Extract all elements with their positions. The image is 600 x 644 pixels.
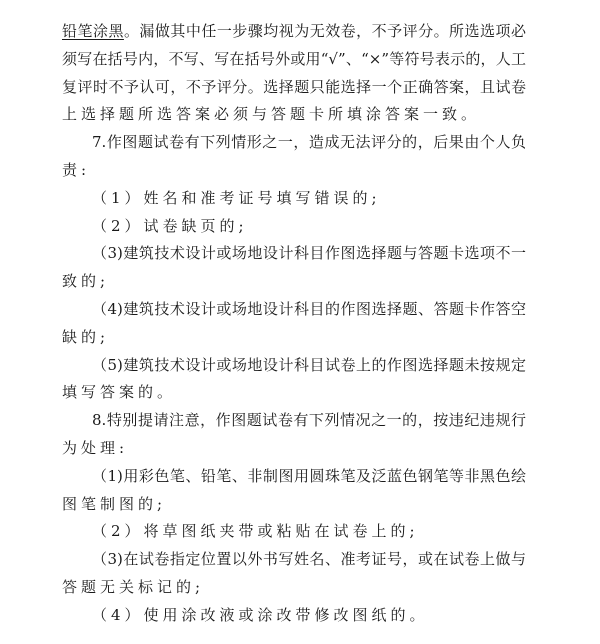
item-8-3	[62, 546, 526, 574]
line-text: 复评时不予认可，不予评分。选择题只能选择一个正确答案，且试卷	[62, 77, 526, 96]
text-line-12	[62, 324, 526, 352]
line-text: （3)建筑技术设计或场地设计科目作图选择题与答题卡选项不一	[92, 244, 526, 263]
line-text: （2）将草图纸夹带或粘贴在试卷上的;	[92, 522, 419, 541]
line-text: （4）使用涂改液或涂改带修改图纸的。	[92, 605, 429, 624]
text-line-1	[62, 18, 526, 46]
line-text: 7.作图题试卷有下列情形之一，造成无法评分的，后果由个人负	[92, 133, 526, 152]
item-8-2	[62, 518, 526, 546]
text-line-10	[62, 268, 526, 296]
line-text: （2）试卷缺页的;	[92, 216, 248, 235]
text-line-4	[62, 101, 526, 129]
line-text: （4)建筑技术设计或场地设计科目的作图选择题、答题卡作答空	[92, 299, 526, 318]
line-text: 填写答案的。	[62, 383, 177, 402]
text-line-6	[62, 157, 526, 185]
item-7-5	[62, 352, 526, 380]
text-line-16	[62, 435, 526, 463]
line-text: （3)在试卷指定位置以外书写姓名、准考证号，或在试卷上做与	[92, 550, 526, 569]
line-text: 答题无关标记的;	[62, 577, 205, 596]
item-8-heading	[62, 407, 526, 435]
line-text: （1）姓名和准考证号填写错误的;	[92, 188, 381, 207]
item-8-4	[62, 602, 526, 630]
item-7-4	[62, 296, 526, 324]
text-line-21	[62, 574, 526, 602]
text-line-3	[62, 74, 526, 102]
underlined-text: 铅笔涂黑	[62, 22, 124, 40]
text-line-18	[62, 491, 526, 519]
line-text: 。漏做其中任一步骤均视为无效卷，不予评分。所选选项必	[123, 22, 526, 40]
line-text: 缺的;	[62, 327, 110, 346]
item-8-1	[62, 463, 526, 491]
line-text: （5)建筑技术设计或场地设计科目试卷上的作图选择题未按规定	[92, 355, 526, 374]
line-text: 8.特别提请注意，作图题试卷有下列情况之一的，按违纪违规行	[92, 411, 526, 430]
line-text: 须写在括号内，不写、写在括号外或用“√”、“×”等符号表示的，人工	[62, 49, 526, 68]
item-7-3	[62, 240, 526, 268]
text-line-2	[62, 46, 526, 74]
line-text: 致的;	[62, 272, 110, 291]
line-text: 图笔制图的;	[62, 494, 167, 513]
document-page	[62, 18, 526, 630]
item-7-1	[62, 185, 526, 213]
line-text: 上选择题所选答案必须与答题卡所填涂答案一致。	[62, 105, 481, 124]
line-text: 责:	[62, 160, 91, 179]
line-text: （1)用彩色笔、铅笔、非制图用圆珠笔及泛蓝色钢笔等非黑色绘	[92, 466, 526, 485]
item-7-heading	[62, 129, 526, 157]
line-text: 为处理:	[62, 438, 129, 457]
text-line-14	[62, 379, 526, 407]
item-7-2	[62, 213, 526, 241]
